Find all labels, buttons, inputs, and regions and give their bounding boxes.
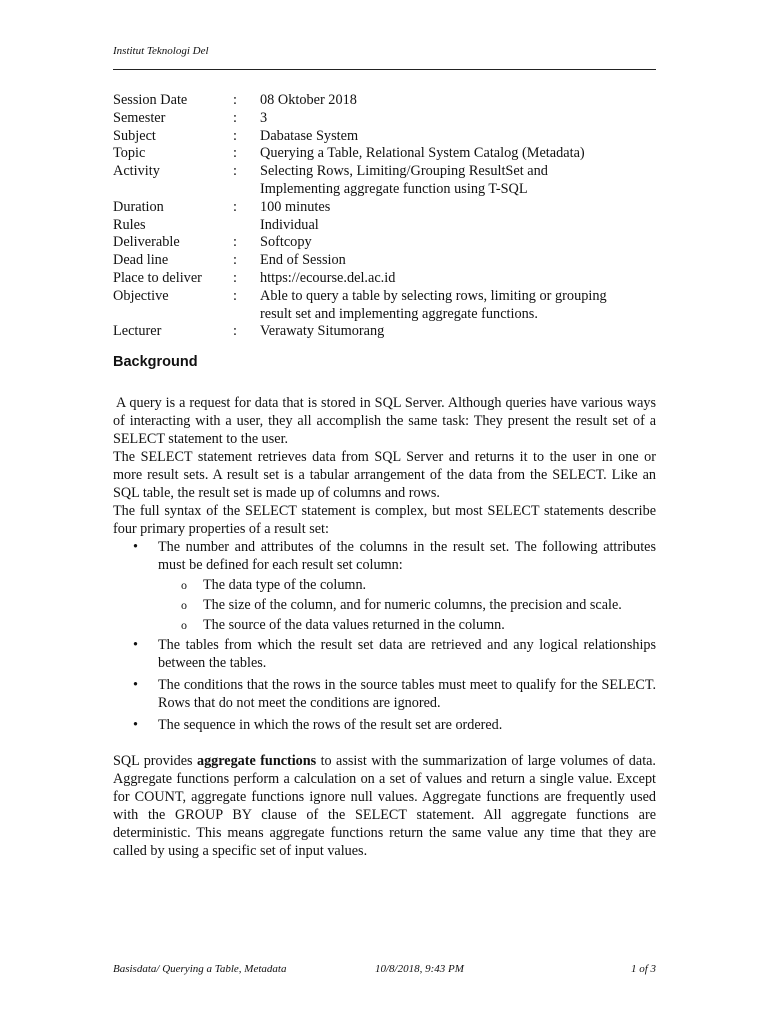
info-colon: : <box>233 127 237 144</box>
list-item <box>113 716 656 734</box>
header-institution: Institut Teknologi Del <box>113 45 209 57</box>
aggregate-functions-paragraph <box>113 752 656 860</box>
info-row-duration <box>113 199 656 217</box>
info-value: 3 <box>260 109 268 126</box>
info-label: Subject <box>113 127 156 144</box>
bullet-icon: • <box>133 677 138 693</box>
info-colon: : <box>233 145 237 162</box>
info-row-dead-line <box>113 252 656 270</box>
sub-list-item <box>113 616 656 634</box>
info-label: Semester <box>113 109 166 126</box>
info-colon <box>233 217 260 235</box>
bullet-icon: • <box>133 539 138 555</box>
info-value: Querying a Table, Relational System Catalog (Metadata) <box>260 145 585 162</box>
paragraph-spacer <box>113 734 656 752</box>
list-item <box>113 676 656 712</box>
info-label: Rules <box>113 216 146 233</box>
info-colon: : <box>233 234 237 251</box>
aggregate-functions-term: aggregate functions <box>196 753 317 769</box>
background-paragraph-1: A query is a request for data that is stored in SQL Server. Although queries have various ways of interacting with a user, they all accomplish the same task: They present the result set of a SELECT statement to the user. <box>113 395 656 447</box>
info-label: Dead line <box>113 252 169 269</box>
background-body <box>113 394 656 860</box>
info-label: Lecturer <box>113 323 162 340</box>
column-attributes-list <box>158 576 656 634</box>
info-label: Deliverable <box>113 234 180 251</box>
sub-list-item <box>113 576 656 594</box>
info-row-rules <box>113 217 656 235</box>
info-value: Selecting Rows, Limiting/Grouping ResultSet and Implementing aggregate function using T-SQL <box>260 163 548 197</box>
sub-bullet-icon: o <box>181 618 187 632</box>
info-colon: : <box>233 287 237 304</box>
info-colon: : <box>233 269 237 286</box>
info-row-lecturer <box>113 323 656 341</box>
sub-list-item-text: The size of the column, and for numeric columns, the precision and scale. <box>203 597 622 613</box>
info-colon: : <box>233 198 237 215</box>
sub-list-item-text: The data type of the column. <box>203 577 367 593</box>
info-row-activity <box>113 163 656 199</box>
info-label: Topic <box>113 145 146 162</box>
info-label: Session Date <box>113 92 188 108</box>
info-value: End of Session <box>260 252 346 269</box>
info-row-objective <box>113 288 656 324</box>
list-item <box>113 538 656 634</box>
background-paragraph-3: The full syntax of the SELECT statement is complex, but most SELECT statements describe four primary properties of a result set: <box>113 503 656 537</box>
aggregate-description: to assist with the summarization of large volumes of data. Aggregate functions perform a calculation on a set of values and return a single value. Except for COUNT, aggregate functions ignore null values. Aggregate functions are frequently used with the GROUP BY clause of the SELECT statement. All aggregate functions are deterministic. This means aggregate functions return the same value any time that they are called by using a specific set of input values. <box>113 753 656 859</box>
session-info-table <box>113 92 656 341</box>
info-value: 08 Oktober 2018 <box>260 92 357 108</box>
info-value: Able to query a table by selecting rows, limiting or grouping result set and implementing aggregate functions. <box>260 287 607 322</box>
list-item-text: The number and attributes of the columns in the result set. The following attributes must be defined for each result set column: <box>158 539 656 573</box>
list-item-text: The conditions that the rows in the source tables must meet to qualify for the SELECT. Rows that do not meet the conditions are ignored. <box>158 677 656 711</box>
info-value: Softcopy <box>260 234 312 251</box>
aggregate-prefix: SQL provides <box>113 753 197 769</box>
background-heading: Background <box>113 354 198 370</box>
sub-list-item <box>113 596 656 614</box>
info-row-topic <box>113 145 656 163</box>
info-value: Dabatase System <box>260 127 359 144</box>
sub-list-item-text: The source of the data values returned in the column. <box>203 617 505 633</box>
info-value: Verawaty Situmorang <box>260 323 385 340</box>
sub-bullet-icon: o <box>181 578 187 592</box>
info-row-semester <box>113 110 656 128</box>
list-item-text: The tables from which the result set data are retrieved and any logical relationships between the tables. <box>158 637 656 671</box>
info-row-session-date <box>113 92 656 110</box>
info-colon: : <box>233 92 237 108</box>
info-label: Activity <box>113 163 160 180</box>
info-label: Objective <box>113 287 169 304</box>
info-value: https://ecourse.del.ac.id <box>260 269 396 286</box>
info-label: Duration <box>113 198 164 215</box>
info-colon: : <box>233 252 237 269</box>
info-label: Place to deliver <box>113 269 202 286</box>
info-row-deliverable <box>113 234 656 252</box>
info-colon: : <box>233 109 237 126</box>
info-colon: : <box>233 323 237 340</box>
footer-page-number: 1 of 3 <box>630 963 656 975</box>
background-paragraph-2: The SELECT statement retrieves data from SQL Server and returns it to the user in one or more result sets. A result set is a tabular arrangement of the data from the SELECT. Like an SQL table, the result set is made up of columns and rows. <box>113 449 656 501</box>
list-item <box>113 636 656 672</box>
header-divider <box>113 69 656 70</box>
info-row-place-to-deliver <box>113 270 656 288</box>
info-value: Individual <box>260 216 319 233</box>
sub-bullet-icon: o <box>181 598 187 612</box>
footer-document-title: Basisdata/ Querying a Table, Metadata <box>113 963 287 975</box>
footer-timestamp: 10/8/2018, 9:43 PM <box>375 963 464 975</box>
list-item-text: The sequence in which the rows of the result set are ordered. <box>158 717 503 733</box>
bullet-icon: • <box>133 717 138 733</box>
bullet-icon: • <box>133 637 138 653</box>
info-value: 100 minutes <box>260 198 331 215</box>
info-colon: : <box>233 163 237 180</box>
result-set-properties-list <box>113 538 656 734</box>
info-row-subject <box>113 128 656 146</box>
